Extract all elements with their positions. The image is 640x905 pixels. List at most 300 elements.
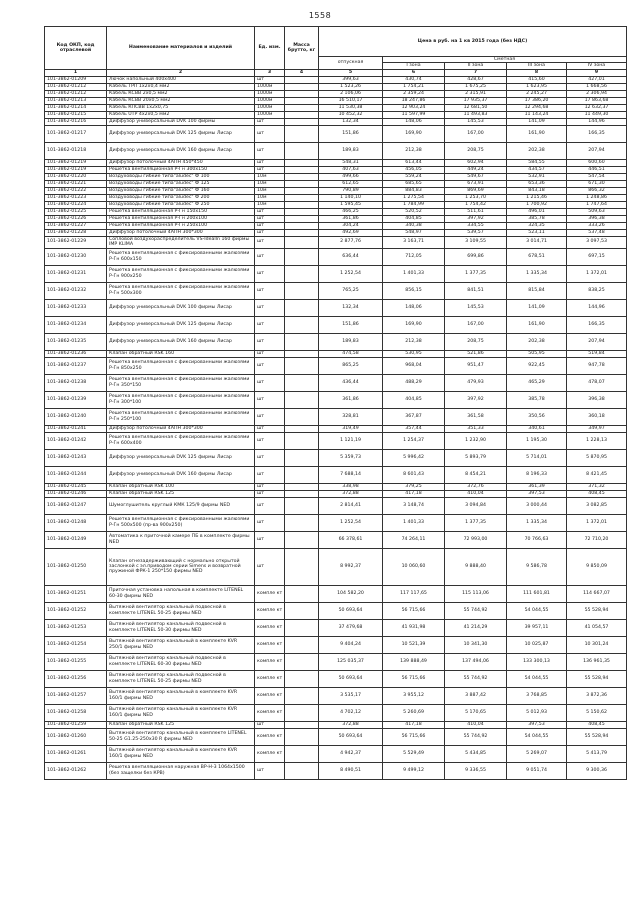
zone-1-price: 18 247,86 <box>383 97 445 104</box>
item-code: 101-3862-01225 <box>45 208 107 215</box>
item-name: Клапан обратный RSK 160 <box>107 350 255 357</box>
zone-2-price: 145,53 <box>445 118 507 125</box>
zone-4-price: 1 668,56 <box>567 83 627 90</box>
item-code: 101-3862-01256 <box>45 670 107 687</box>
item-mass <box>285 215 319 222</box>
zone-1-price: 404,85 <box>383 391 445 408</box>
table-row <box>45 282 627 299</box>
header-zone-4: IV зона <box>567 63 627 69</box>
zone-4-price: 11 449,30 <box>567 111 627 118</box>
zone-1-price: 5 996,42 <box>383 449 445 466</box>
item-unit: шт <box>255 425 285 432</box>
zone-2-price: 3 887,42 <box>445 687 507 704</box>
header-zone-2: II зона <box>445 63 507 69</box>
zone-2-price: 511,61 <box>445 208 507 215</box>
item-name: Кабель UTP 4х2х0,5 мм2 <box>107 111 255 118</box>
item-code: 101-3862-01239 <box>45 391 107 408</box>
release-price: 372,88 <box>319 490 383 497</box>
zone-2-price: 397,92 <box>445 215 507 222</box>
zone-4-price: 349,97 <box>567 425 627 432</box>
zone-2-price: 55 744,92 <box>445 602 507 619</box>
zone-1-price: 968,04 <box>383 357 445 374</box>
item-code: 101-3862-01246 <box>45 490 107 497</box>
release-price: 132,34 <box>319 299 383 316</box>
item-code: 101-3862-01240 <box>45 408 107 425</box>
release-price: 50 693,64 <box>319 602 383 619</box>
zone-3-price: 161,90 <box>507 316 567 333</box>
item-name: Клапан огнезадерживающий с нормально открытой заслонкой с эл.приводом серии Simens и возвратной пружиной ФРК-1 250*150 фирмы NED <box>107 548 255 585</box>
zone-1-price: 856,15 <box>383 282 445 299</box>
release-price: 399,63 <box>319 76 383 83</box>
item-name: Кабель ТРП 1х2х0,4 мм2 <box>107 83 255 90</box>
item-unit: шт <box>255 166 285 173</box>
zone-3-price: 70 766,63 <box>507 531 567 548</box>
zone-3-price: 54 044,55 <box>507 728 567 745</box>
item-unit: 10м <box>255 194 285 201</box>
item-unit: шт <box>255 531 285 548</box>
item-unit: шт <box>255 159 285 166</box>
item-code: 101-3862-01262 <box>45 762 107 779</box>
item-unit: 1000м <box>255 97 285 104</box>
item-mass <box>285 201 319 208</box>
release-price: 2 814,41 <box>319 497 383 514</box>
zone-3-price: 678,51 <box>507 248 567 265</box>
zone-4-price: 838,25 <box>567 282 627 299</box>
zone-2-price: 539,57 <box>445 229 507 236</box>
release-price: 132,34 <box>319 118 383 125</box>
table-row <box>45 704 627 721</box>
item-name: Воздуховоды гибкие типа"aludec" Ф 250 <box>107 201 255 208</box>
zone-4-price: 947,78 <box>567 357 627 374</box>
zone-1-price: 613,44 <box>383 159 445 166</box>
item-mass <box>285 602 319 619</box>
zone-3-price: 324,35 <box>507 222 567 229</box>
table-row <box>45 425 627 432</box>
zone-3-price: 1 700,92 <box>507 201 567 208</box>
release-price: 50 693,64 <box>319 728 383 745</box>
item-code: 101-3862-01224 <box>45 201 107 208</box>
release-price: 790,89 <box>319 187 383 194</box>
zone-2-price: 167,00 <box>445 125 507 142</box>
zone-4-price: 17 863,68 <box>567 97 627 104</box>
release-price: 304,24 <box>319 222 383 229</box>
zone-2-price: 1 754,42 <box>445 201 507 208</box>
zone-3-price: 3 014,71 <box>507 236 567 248</box>
table-row <box>45 619 627 636</box>
zone-1-price: 8 601,43 <box>383 466 445 483</box>
release-price: 8 992,37 <box>319 548 383 585</box>
zone-4-price: 5 150,62 <box>567 704 627 721</box>
zone-3-price: 5 269,07 <box>507 745 567 762</box>
item-name: Диффузор универсальный DVK 125 фирмы Лисар <box>107 316 255 333</box>
item-mass <box>285 636 319 653</box>
zone-4-price: 9 850,09 <box>567 548 627 585</box>
release-price: 765,25 <box>319 282 383 299</box>
table-row <box>45 745 627 762</box>
item-mass <box>285 173 319 180</box>
zone-4-price: 3 097,53 <box>567 236 627 248</box>
release-price: 66 378,61 <box>319 531 383 548</box>
zone-1-price: 1 254,37 <box>383 432 445 449</box>
item-code: 101-3862-01215 <box>45 111 107 118</box>
zone-2-price: 428,67 <box>445 76 507 83</box>
item-code: 101-3862-01216 <box>45 118 107 125</box>
zone-1-price: 169,90 <box>383 125 445 142</box>
zone-4-price: 1 372,01 <box>567 265 627 282</box>
zone-2-price: 167,00 <box>445 316 507 333</box>
zone-2-price: 673,91 <box>445 180 507 187</box>
release-price: 407,63 <box>319 166 383 173</box>
table-row <box>45 187 627 194</box>
item-name: Вытяжной вентилятор канальный в комплекте LITENEL 50-25 G1.25-250х30 R фирмы NED <box>107 728 255 745</box>
zone-1-price: 3 163,71 <box>383 236 445 248</box>
item-mass <box>285 180 319 187</box>
table-row <box>45 316 627 333</box>
release-price: 189,83 <box>319 333 383 350</box>
column-number: 5 <box>319 69 383 76</box>
table-row <box>45 449 627 466</box>
table-row <box>45 531 627 548</box>
item-unit: шт <box>255 466 285 483</box>
release-price: 37 479,68 <box>319 619 383 636</box>
zone-1-price: 2 359,24 <box>383 90 445 97</box>
item-code: 101-3862-01229 <box>45 236 107 248</box>
item-unit: шт <box>255 265 285 282</box>
table-row <box>45 265 627 282</box>
table-row <box>45 208 627 215</box>
item-code: 101-3862-01241 <box>45 425 107 432</box>
item-name: Воздуховоды гибкие типа"aludec" Ф 100 <box>107 173 255 180</box>
zone-2-price: 208,75 <box>445 142 507 159</box>
zone-2-price: 479,93 <box>445 374 507 391</box>
zone-2-price: 2 315,91 <box>445 90 507 97</box>
item-name: Клапан обратный RSK 125 <box>107 490 255 497</box>
zone-4-price: 360,18 <box>567 408 627 425</box>
item-mass <box>285 391 319 408</box>
item-name: Диффузор универсальный DVK 125 фирмы Лисар <box>107 125 255 142</box>
item-name: Решетка вентиляционная Р-Гн 250х100 <box>107 222 255 229</box>
zone-2-price: 397,92 <box>445 391 507 408</box>
item-unit: компле кт <box>255 704 285 721</box>
table-row <box>45 173 627 180</box>
item-code: 101-3862-01219 <box>45 166 107 173</box>
zone-4-price: 12 632,37 <box>567 104 627 111</box>
column-number: 9 <box>567 69 627 76</box>
item-unit: шт <box>255 118 285 125</box>
item-unit: шт <box>255 76 285 83</box>
zone-2-price: 9 336,55 <box>445 762 507 779</box>
zone-2-price: 9 888,40 <box>445 548 507 585</box>
zone-3-price: 5 714,01 <box>507 449 567 466</box>
table-row <box>45 222 627 229</box>
zone-1-price: 1 275,54 <box>383 194 445 201</box>
zone-3-price: 54 044,55 <box>507 670 567 687</box>
column-number: 1 <box>45 69 107 76</box>
zone-3-price: 815,84 <box>507 282 567 299</box>
item-unit: 1000м <box>255 104 285 111</box>
item-mass <box>285 357 319 374</box>
zone-3-price: 111 601,81 <box>507 585 567 602</box>
zone-4-price: 671,30 <box>567 180 627 187</box>
release-price: 4 942,37 <box>319 745 383 762</box>
item-mass <box>285 111 319 118</box>
zone-2-price: 1 675,25 <box>445 83 507 90</box>
item-code: 101-3862-01217 <box>45 125 107 142</box>
item-mass <box>285 728 319 745</box>
zone-2-price: 3 094,84 <box>445 497 507 514</box>
zone-1-price: 548,97 <box>383 229 445 236</box>
item-code: 101-3862-01244 <box>45 466 107 483</box>
zone-1-price: 1 401,33 <box>383 514 445 531</box>
zone-3-price: 8 196,33 <box>507 466 567 483</box>
zone-3-price: 12 294,68 <box>507 104 567 111</box>
zone-1-price: 12 903,24 <box>383 104 445 111</box>
item-unit: шт <box>255 248 285 265</box>
table-row <box>45 97 627 104</box>
item-mass <box>285 248 319 265</box>
zone-4-price: 697,15 <box>567 248 627 265</box>
item-name: Клапан обратный RSK 125 <box>107 721 255 728</box>
zone-4-price: 72 710,20 <box>567 531 627 548</box>
item-mass <box>285 118 319 125</box>
zone-2-price: 72 993,00 <box>445 531 507 548</box>
column-number-row <box>45 69 627 76</box>
item-code: 101-3862-01253 <box>45 619 107 636</box>
zone-3-price: 465,29 <box>507 374 567 391</box>
zone-1-price: 3 955,12 <box>383 687 445 704</box>
zone-2-price: 115 113,06 <box>445 585 507 602</box>
zone-1-price: 367,87 <box>383 408 445 425</box>
item-mass <box>285 299 319 316</box>
zone-4-price: 114 667,07 <box>567 585 627 602</box>
item-code: 101-3862-01249 <box>45 531 107 548</box>
zone-1-price: 212,38 <box>383 333 445 350</box>
item-name: Кабель КСВВ 2х0,5 мм2 <box>107 90 255 97</box>
release-price: 474,58 <box>319 350 383 357</box>
table-row <box>45 201 627 208</box>
release-price: 361,86 <box>319 391 383 408</box>
zone-4-price: 537,48 <box>567 229 627 236</box>
table-row <box>45 194 627 201</box>
item-mass <box>285 316 319 333</box>
item-unit: компле кт <box>255 619 285 636</box>
item-code: 101-3862-01261 <box>45 745 107 762</box>
zone-4-price: 5 413,79 <box>567 745 627 762</box>
item-name: Вытяжной вентилятор канальный в комплекте KVR 160/1 фирмы NED <box>107 704 255 721</box>
zone-2-price: 5 893,79 <box>445 449 507 466</box>
release-price: 1 252,54 <box>319 514 383 531</box>
item-name: Вытяжной вентилятор канальный в комплекте KVR 160/1 фирмы NED <box>107 745 255 762</box>
item-unit: шт <box>255 222 285 229</box>
zone-3-price: 54 044,55 <box>507 602 567 619</box>
item-name: Диффузор потолочный 4АПН 300*300 <box>107 425 255 432</box>
item-name: Диффузор универсальный DVK 160 фирмы Лисар <box>107 466 255 483</box>
release-price: 1 121,19 <box>319 432 383 449</box>
zone-4-price: 144,96 <box>567 299 627 316</box>
zone-4-price: 41 054,57 <box>567 619 627 636</box>
item-code: 101-3862-01254 <box>45 636 107 653</box>
item-unit: шт <box>255 208 285 215</box>
item-unit: шт <box>255 282 285 299</box>
item-code: 101-3862-01257 <box>45 687 107 704</box>
item-name: Решетка вентиляционная с фиксированными жалюзями Р-Гн 600х400 <box>107 432 255 449</box>
table-body <box>45 76 627 779</box>
item-code: 101-3862-01219 <box>45 159 107 166</box>
zone-2-price: 5 434,85 <box>445 745 507 762</box>
item-name: Сопловой воздухораспределитель VS-Idealln 160 фирмы IMP KLIMA <box>107 236 255 248</box>
table-row <box>45 229 627 236</box>
zone-4-price: 136 961,35 <box>567 653 627 670</box>
item-unit: шт <box>255 333 285 350</box>
zone-1-price: 56 715,66 <box>383 670 445 687</box>
zone-3-price: 1 215,46 <box>507 194 567 201</box>
item-mass <box>285 497 319 514</box>
item-code: 101-3862-01237 <box>45 357 107 374</box>
item-code: 101-3862-01212 <box>45 90 107 97</box>
zone-1-price: 9 499,12 <box>383 762 445 779</box>
zone-2-price: 1 253,70 <box>445 194 507 201</box>
item-mass <box>285 585 319 602</box>
zone-2-price: 869,69 <box>445 187 507 194</box>
zone-2-price: 8 454,21 <box>445 466 507 483</box>
release-price: 2 877,76 <box>319 236 383 248</box>
header-release-price: отпускная <box>319 57 383 70</box>
page-number: 1558 <box>308 11 332 20</box>
zone-3-price: 11 143,24 <box>507 111 567 118</box>
table-row <box>45 728 627 745</box>
release-price: 16 510,17 <box>319 97 383 104</box>
item-name: Решетка вентиляционная с фиксированными жалюзями Р-Гн 900х250 <box>107 265 255 282</box>
table-row <box>45 215 627 222</box>
table-row <box>45 585 627 602</box>
release-price: 151,86 <box>319 316 383 333</box>
item-mass <box>285 619 319 636</box>
header-zone-1: I зона <box>383 63 445 69</box>
zone-3-price: 434,57 <box>507 166 567 173</box>
item-mass <box>285 548 319 585</box>
zone-3-price: 133 300,13 <box>507 653 567 670</box>
zone-2-price: 841,51 <box>445 282 507 299</box>
price-table <box>44 26 627 780</box>
release-price: 1 595,45 <box>319 201 383 208</box>
zone-1-price: 559,24 <box>383 173 445 180</box>
zone-4-price: 144,96 <box>567 118 627 125</box>
zone-3-price: 584,55 <box>507 159 567 166</box>
zone-2-price: 951,47 <box>445 357 507 374</box>
item-code: 101-3862-01230 <box>45 248 107 265</box>
table-row <box>45 180 627 187</box>
zone-1-price: 712,05 <box>383 248 445 265</box>
zone-4-price: 5 870,95 <box>567 449 627 466</box>
zone-4-price: 1 747,64 <box>567 201 627 208</box>
item-mass <box>285 374 319 391</box>
item-unit: шт <box>255 483 285 490</box>
release-price: 8 490,51 <box>319 762 383 779</box>
zone-1-price: 357,44 <box>383 425 445 432</box>
item-code: 101-3862-01242 <box>45 432 107 449</box>
zone-4-price: 10 301,24 <box>567 636 627 653</box>
zone-4-price: 9 300,36 <box>567 762 627 779</box>
item-name: Приточная установка напольная в комплекте LITENEL 60-30 фирмы NED <box>107 585 255 602</box>
zone-2-price: 1 377,35 <box>445 265 507 282</box>
item-unit: 10м <box>255 201 285 208</box>
item-code: 101-3862-01255 <box>45 653 107 670</box>
header-name: Наименование материалов и изделий <box>107 27 255 70</box>
item-code: 101-3862-01222 <box>45 187 107 194</box>
zone-3-price: 161,90 <box>507 125 567 142</box>
zone-1-price: 3 148,74 <box>383 497 445 514</box>
item-unit: шт <box>255 721 285 728</box>
item-name: Вытяжной вентилятор канальный в комплекте KVR 250/1 фирмы NED <box>107 636 255 653</box>
item-code: 101-3862-01251 <box>45 585 107 602</box>
zone-3-price: 141,09 <box>507 299 567 316</box>
zone-3-price: 415,60 <box>507 76 567 83</box>
zone-3-price: 1 623,95 <box>507 83 567 90</box>
zone-4-price: 333,26 <box>567 222 627 229</box>
item-mass <box>285 432 319 449</box>
release-price: 1 140,10 <box>319 194 383 201</box>
zone-1-price: 139 888,49 <box>383 653 445 670</box>
item-unit: шт <box>255 432 285 449</box>
item-mass <box>285 514 319 531</box>
table-row <box>45 687 627 704</box>
item-unit: шт <box>255 514 285 531</box>
zone-1-price: 41 931,98 <box>383 619 445 636</box>
header-price-group: Цена в руб. на 1 кв 2015 года (без НДС) <box>319 27 627 57</box>
zone-4-price: 478,07 <box>567 374 627 391</box>
item-code: 101-3862-01252 <box>45 602 107 619</box>
item-name: Вытяжной вентилятор канальный в комплекте KVR 160/1 фирмы NED <box>107 687 255 704</box>
release-price: 548,31 <box>319 159 383 166</box>
item-name: Кабель КПСВВ 1х2х0,75 <box>107 104 255 111</box>
zone-2-price: 1 377,35 <box>445 514 507 531</box>
item-name: Решетка вентиляционная Р-Гн 150х150 <box>107 208 255 215</box>
item-unit: 10м <box>255 173 285 180</box>
item-code: 101-3862-01260 <box>45 728 107 745</box>
release-price: 1 252,54 <box>319 265 383 282</box>
item-mass <box>285 408 319 425</box>
zone-1-price: 520,52 <box>383 208 445 215</box>
zone-4-price: 408,45 <box>567 490 627 497</box>
table-row <box>45 762 627 779</box>
item-unit: компле кт <box>255 745 285 762</box>
zone-3-price: 17 386,20 <box>507 97 567 104</box>
item-unit: шт <box>255 490 285 497</box>
zone-3-price: 843,18 <box>507 187 567 194</box>
zone-3-price: 141,09 <box>507 118 567 125</box>
item-mass <box>285 721 319 728</box>
item-code: 101-3862-01212 <box>45 83 107 90</box>
item-unit: компле кт <box>255 636 285 653</box>
table-row <box>45 670 627 687</box>
zone-2-price: 10 341,30 <box>445 636 507 653</box>
item-mass <box>285 483 319 490</box>
item-unit: шт <box>255 229 285 236</box>
item-code: 101-3862-01245 <box>45 483 107 490</box>
zone-3-price: 397,53 <box>507 721 567 728</box>
table-row <box>45 299 627 316</box>
table-row <box>45 111 627 118</box>
table-row <box>45 636 627 653</box>
item-name: Диффузор универсальный DVK 125 фирмы Лисар <box>107 449 255 466</box>
column-number: 2 <box>107 69 255 76</box>
item-name: Диффузор универсальный DVK 100 фирмы <box>107 118 255 125</box>
item-name: Воздуховоды гибкие типа"aludec" Ф 125 <box>107 180 255 187</box>
zone-3-price: 385,78 <box>507 391 567 408</box>
zone-2-price: 208,75 <box>445 333 507 350</box>
zone-2-price: 3 109,55 <box>445 236 507 248</box>
zone-3-price: 505,95 <box>507 350 567 357</box>
